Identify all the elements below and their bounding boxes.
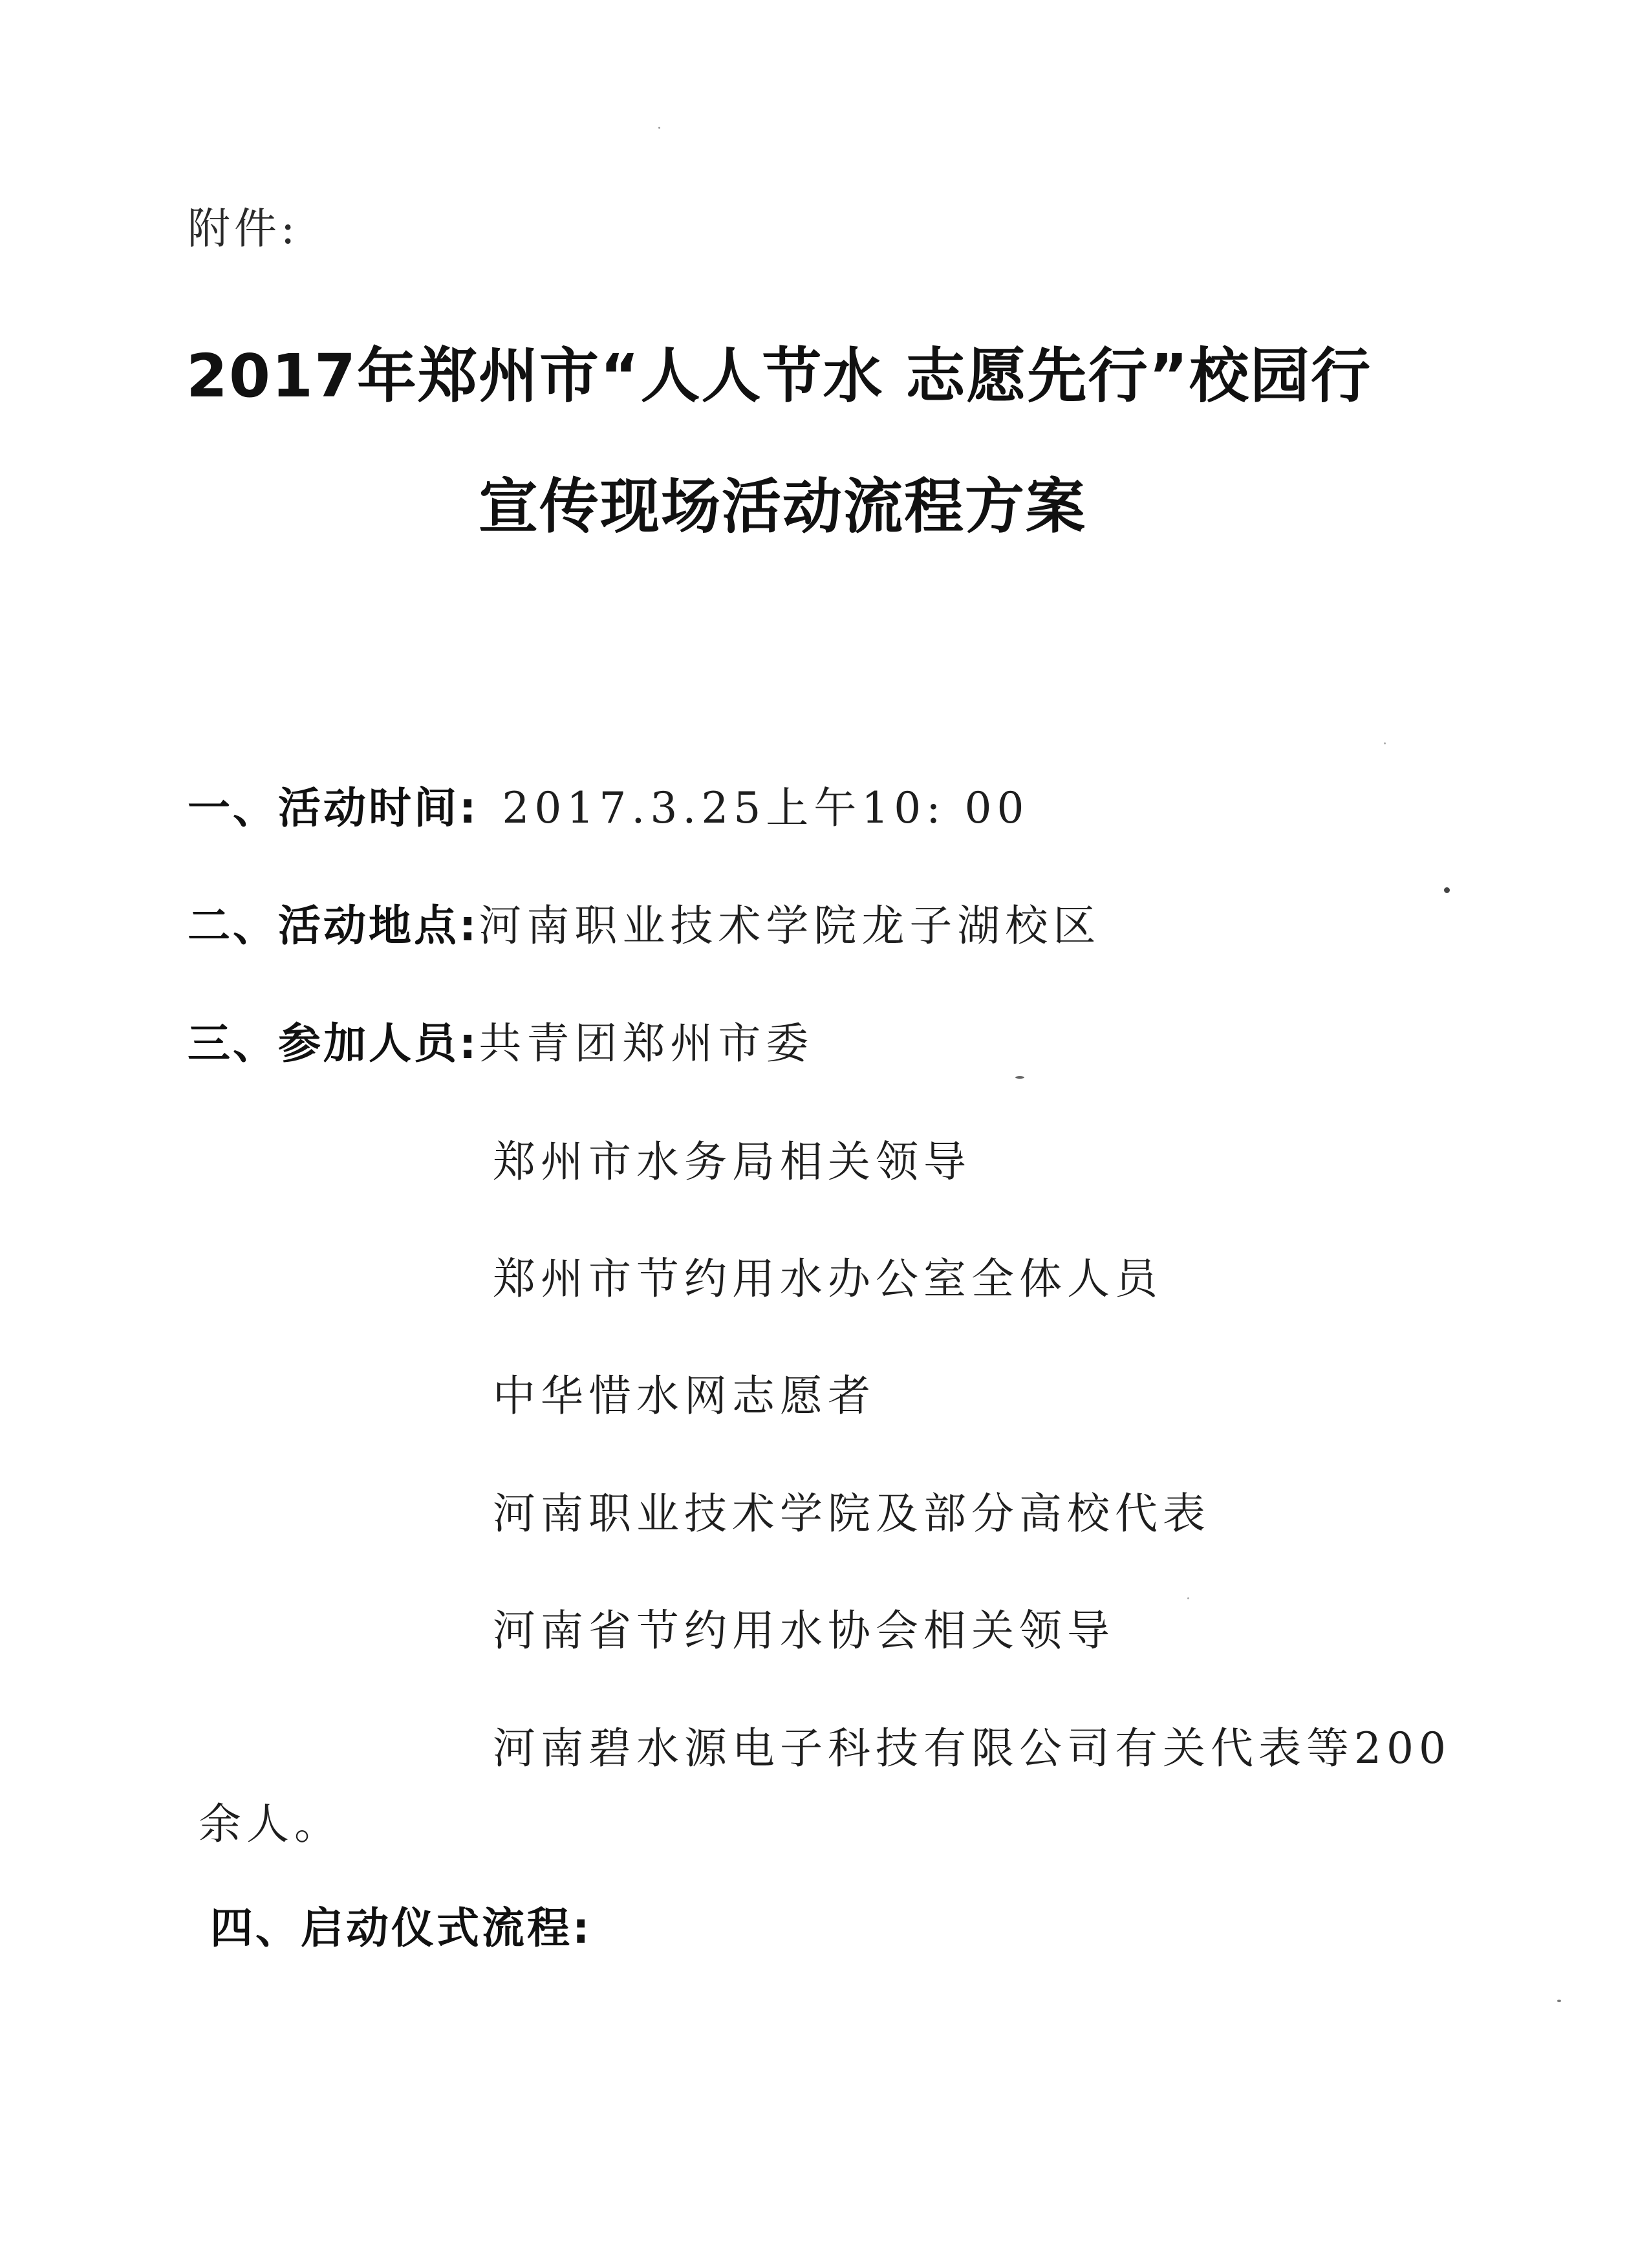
section-heading: 一、活动时间: — [188, 783, 479, 833]
scan-speck — [1015, 1076, 1024, 1079]
participant-continuation: 余人。 — [199, 1799, 342, 1849]
participant-item: 郑州市水务局相关领导 — [493, 1137, 971, 1187]
participant-item: 河南职业技术学院及部分高校代表 — [493, 1489, 1211, 1539]
document-title-line-1: 2017年郑州市“人人节水 志愿先行”校园行 — [186, 341, 1372, 411]
section-value: 2017.3.25上午10: 00 — [502, 783, 1029, 833]
scan-speck — [1384, 742, 1386, 744]
section-heading: 三、参加人员: — [188, 1019, 479, 1068]
section-activity-location — [188, 891, 1101, 953]
section-value: 河南职业技术学院龙子湖校区 — [479, 901, 1101, 951]
participant-item: 河南碧水源电子科技有限公司有关代表等200 — [493, 1723, 1451, 1773]
scan-speck — [1557, 2000, 1561, 2002]
section-ceremony-heading: 四、启动仪式流程: — [210, 1903, 592, 1953]
document-title-line-2: 宣传现场活动流程方案 — [479, 472, 1087, 541]
attachment-label: 附件: — [188, 204, 299, 254]
scan-speck — [658, 127, 660, 129]
scan-speck — [1444, 887, 1450, 893]
participant-item: 郑州市节约用水办公室全体人员 — [493, 1254, 1163, 1304]
section-activity-time — [188, 773, 1029, 835]
participant-item: 河南省节约用水协会相关领导 — [493, 1606, 1115, 1656]
scan-speck — [1187, 1597, 1189, 1599]
section-heading: 二、活动地点: — [188, 901, 479, 951]
participant-item: 中华惜水网志愿者 — [493, 1371, 876, 1421]
section-participants — [188, 1009, 814, 1070]
participant-item: 共青团郑州市委 — [479, 1019, 814, 1068]
